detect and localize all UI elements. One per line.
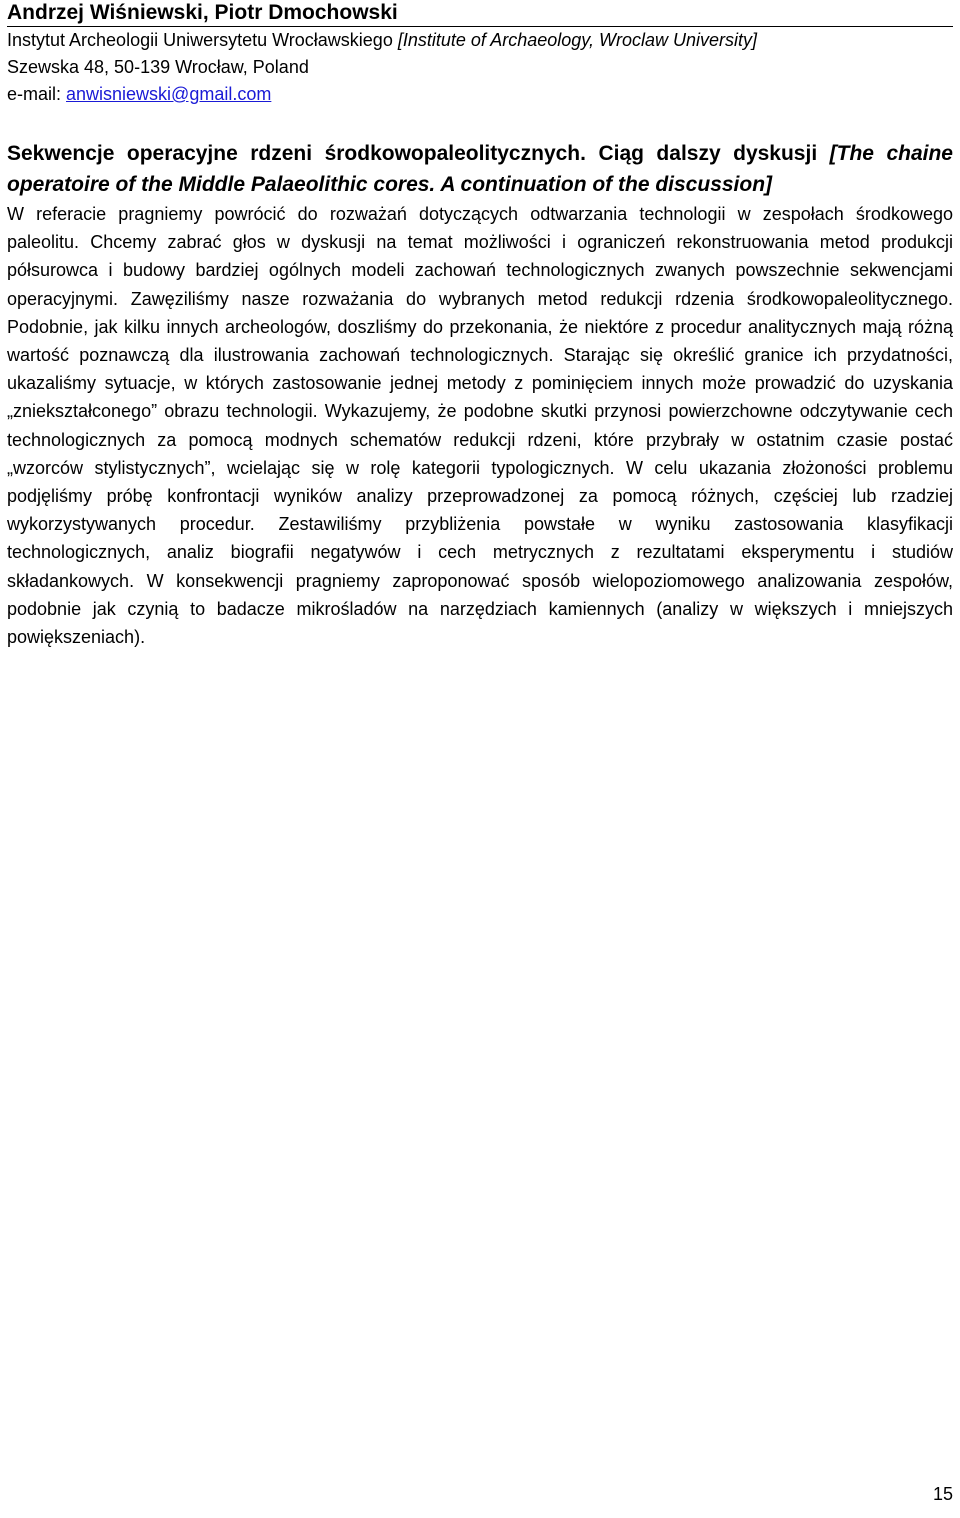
abstract-text: W referacie pragniemy powrócić do rozważań dotyczących odtwarzania technologii w zespołach środkowego paleolitu. Chcemy zabrać głos w dyskusji na temat możliwości i ograniczeń rekonstruowania metod produkcji półsurowca i budowy bardziej ogólnych modeli zachowań technologicznych zwanych powszechnie sekwencjami operacyjnymi. Zawęziliśmy nasze rozważania do wybranych metod redukcji rdzenia środkowopaleolitycznego. Podobnie, jak kilku innych archeologów, doszliśmy do przekonania, że niektóre z procedur analitycznych mają różną wartość poznawczą dla ilustrowania zachowań technologicznych. Starając się określić granice ich przydatności, ukazaliśmy sytuacje, w których zastosowanie jednej metody z pominięciem innych może prowadzić do uzyskania „zniekształconego” obrazu technologii. Wykazujemy, że podobne skutki przynosi powierzchowne odczytywanie cech technologicznych za pomocą modnych schematów redukcji rdzeni, które przybrały w ostatnim czasie postać „wzorców stylistycznych”, wcielając się w rolę kategorii typologicznych. W celu ukazania złożoności problemu podjęliśmy próbę konfrontacji wyników analizy przeprowadzonej za pomocą różnych, częściej lub rzadziej wykorzystywanych procedur. Zestawiliśmy przybliżenia powstałe w wyniku zastosowania klasyfikacji technologicznych, analiz biografii negatywów i cech metrycznych z rezultatami eksperymentu i studiów składankowych. W konsekwencji pragniemy zaproponować sposób wielopoziomowego analizowania zespołów, podobnie jak czynią to badacze mikrośladów na narzędziach kamiennych (analizy w większych i mniejszych powiększeniach). (7, 204, 953, 648)
document-page (7, 0, 953, 651)
authors-heading: Andrzej Wiśniewski, Piotr Dmochowski (7, 0, 953, 27)
article-title-english: [The chaine operatoire of the Middle Palaeolithic cores. A continuation of the discussion] (7, 142, 953, 196)
institution-translation: [Institute of Archaeology, Wroclaw University] (397, 30, 757, 50)
institution-line (7, 27, 953, 54)
email-line (7, 81, 953, 108)
institution-name: Instytut Archeologii Uniwersytetu Wrocławskiego (7, 30, 393, 50)
article-title (7, 138, 953, 200)
article-title-polish: Sekwencje operacyjne rdzeni środkowopaleolitycznych. Ciąg dalszy dyskusji (7, 142, 818, 165)
page-number: 15 (932, 1484, 953, 1504)
email-link[interactable]: anwisniewski@gmail.com (66, 84, 272, 104)
address-line: Szewska 48, 50-139 Wrocław, Poland (7, 57, 309, 77)
email-label: e-mail: (7, 84, 67, 104)
